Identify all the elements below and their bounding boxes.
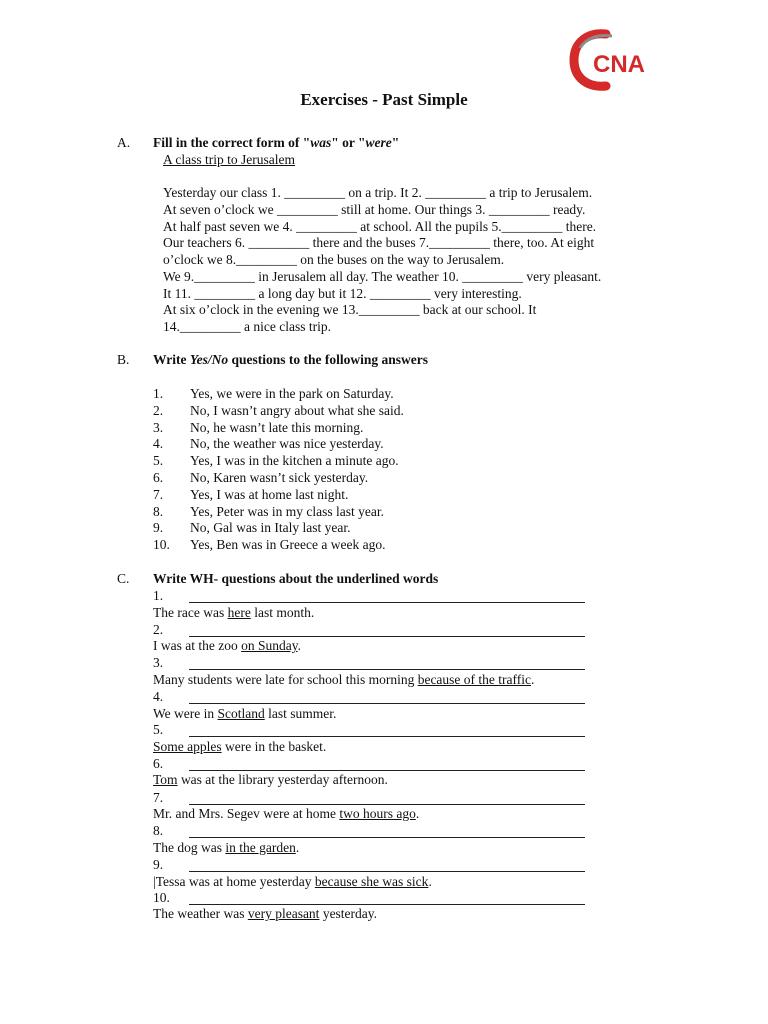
sentence: Tom was at the library yesterday afternoon.	[153, 772, 388, 787]
answer-number: 1.	[153, 386, 164, 401]
section-b-heading: Write Yes/No questions to the following answers	[153, 352, 429, 367]
question-number: 6.	[153, 756, 164, 771]
passage-line: It 11. _________ a long day but it 12. _________ very interesting.	[163, 286, 522, 301]
cna-logo	[566, 28, 652, 94]
answer-text: Yes, we were in the park on Saturday.	[190, 386, 394, 401]
underlined-word: Tom	[153, 772, 178, 787]
sentence: We were in Scotland last summer.	[153, 706, 337, 721]
question-number: 5.	[153, 722, 164, 737]
answer-text: Yes, Ben was in Greece a week ago.	[190, 537, 386, 552]
answer-line[interactable]	[189, 703, 585, 704]
underlined-word: because she was sick	[314, 874, 429, 889]
answer-line[interactable]	[189, 736, 585, 737]
answer-text: No, I wasn’t angry about what she said.	[190, 403, 404, 418]
answer-number: 2.	[153, 403, 164, 418]
underlined-word: here	[227, 605, 251, 620]
sentence: I was at the zoo on Sunday.	[153, 638, 301, 653]
answer-number: 7.	[153, 487, 164, 502]
underlined-word: on Sunday	[241, 638, 298, 653]
passage-line: 14._________ a nice class trip.	[163, 319, 331, 334]
answer-text: No, he wasn’t late this morning.	[190, 420, 364, 435]
underlined-word: two hours ago	[339, 806, 416, 821]
answer-text: No, Karen wasn’t sick yesterday.	[190, 470, 369, 485]
passage-line: At seven o’clock we _________ still at home. Our things 3. _________ ready.	[163, 202, 586, 217]
answer-number: 6.	[153, 470, 164, 485]
underlined-word: because of the traffic	[417, 672, 532, 687]
question-number: 7.	[153, 790, 164, 805]
answer-line[interactable]	[189, 770, 585, 771]
question-number: 2.	[153, 622, 164, 637]
answer-text: Yes, I was in the kitchen a minute ago.	[190, 453, 399, 468]
section-c-letter: C.	[117, 571, 130, 586]
question-number: 9.	[153, 857, 164, 872]
sentence: Some apples were in the basket.	[153, 739, 327, 754]
sentence: The weather was very pleasant yesterday.	[153, 906, 378, 921]
section-a-heading: Fill in the correct form of "was" or "were"	[153, 135, 400, 150]
passage-line: Yesterday our class 1. _________ on a trip. It 2. _________ a trip to Jerusalem.	[163, 185, 593, 200]
page-title: Exercises - Past Simple	[300, 90, 468, 109]
answer-text: No, the weather was nice yesterday.	[190, 436, 384, 451]
passage-line: o’clock we 8._________ on the buses on the way to Jerusalem.	[163, 252, 505, 267]
section-a-subtitle: A class trip to Jerusalem	[163, 152, 295, 167]
answer-line[interactable]	[189, 904, 585, 905]
answer-line[interactable]	[189, 636, 585, 637]
answer-number: 10.	[153, 537, 170, 552]
answer-number: 5.	[153, 453, 164, 468]
passage-line: We 9._________ in Jerusalem all day. The weather 10. _________ very pleasant.	[163, 269, 602, 284]
answer-line[interactable]	[189, 669, 585, 670]
underlined-word: in the garden	[225, 840, 296, 855]
answer-text: No, Gal was in Italy last year.	[190, 520, 351, 535]
answer-line[interactable]	[189, 871, 585, 872]
question-number: 8.	[153, 823, 164, 838]
passage-line: At half past seven we 4. _________ at school. All the pupils 5._________ there.	[163, 219, 597, 234]
answer-number: 8.	[153, 504, 164, 519]
answer-number: 9.	[153, 520, 164, 535]
sentence: |Tessa was at home yesterday because she was sick.	[153, 874, 432, 889]
sentence: Many students were late for school this morning because of the traffic.	[153, 672, 535, 687]
section-a-letter: A.	[117, 135, 131, 150]
answer-text: Yes, I was at home last night.	[190, 487, 349, 502]
answer-line[interactable]	[189, 804, 585, 805]
answer-line[interactable]	[189, 602, 585, 603]
answer-line[interactable]	[189, 837, 585, 838]
sentence: The dog was in the garden.	[153, 840, 300, 855]
section-b-letter: B.	[117, 352, 130, 367]
passage-line: Our teachers 6. _________ there and the buses 7._________ there, too. At eight	[163, 235, 595, 250]
answer-text: Yes, Peter was in my class last year.	[190, 504, 384, 519]
sentence: The race was here last month.	[153, 605, 315, 620]
section-c-heading: Write WH- questions about the underlined words	[153, 571, 439, 586]
sentence: Mr. and Mrs. Segev were at home two hours ago.	[153, 806, 420, 821]
question-number: 10.	[153, 890, 170, 905]
passage-line: At six o’clock in the evening we 13._________ back at our school. It	[163, 302, 537, 317]
underlined-word: very pleasant	[247, 906, 320, 921]
question-number: 1.	[153, 588, 164, 603]
question-number: 3.	[153, 655, 164, 670]
answer-number: 4.	[153, 436, 164, 451]
question-number: 4.	[153, 689, 164, 704]
underlined-word: Some apples	[153, 739, 222, 754]
logo-text: CNA	[593, 51, 645, 78]
underlined-word: Scotland	[217, 706, 265, 721]
answer-number: 3.	[153, 420, 164, 435]
